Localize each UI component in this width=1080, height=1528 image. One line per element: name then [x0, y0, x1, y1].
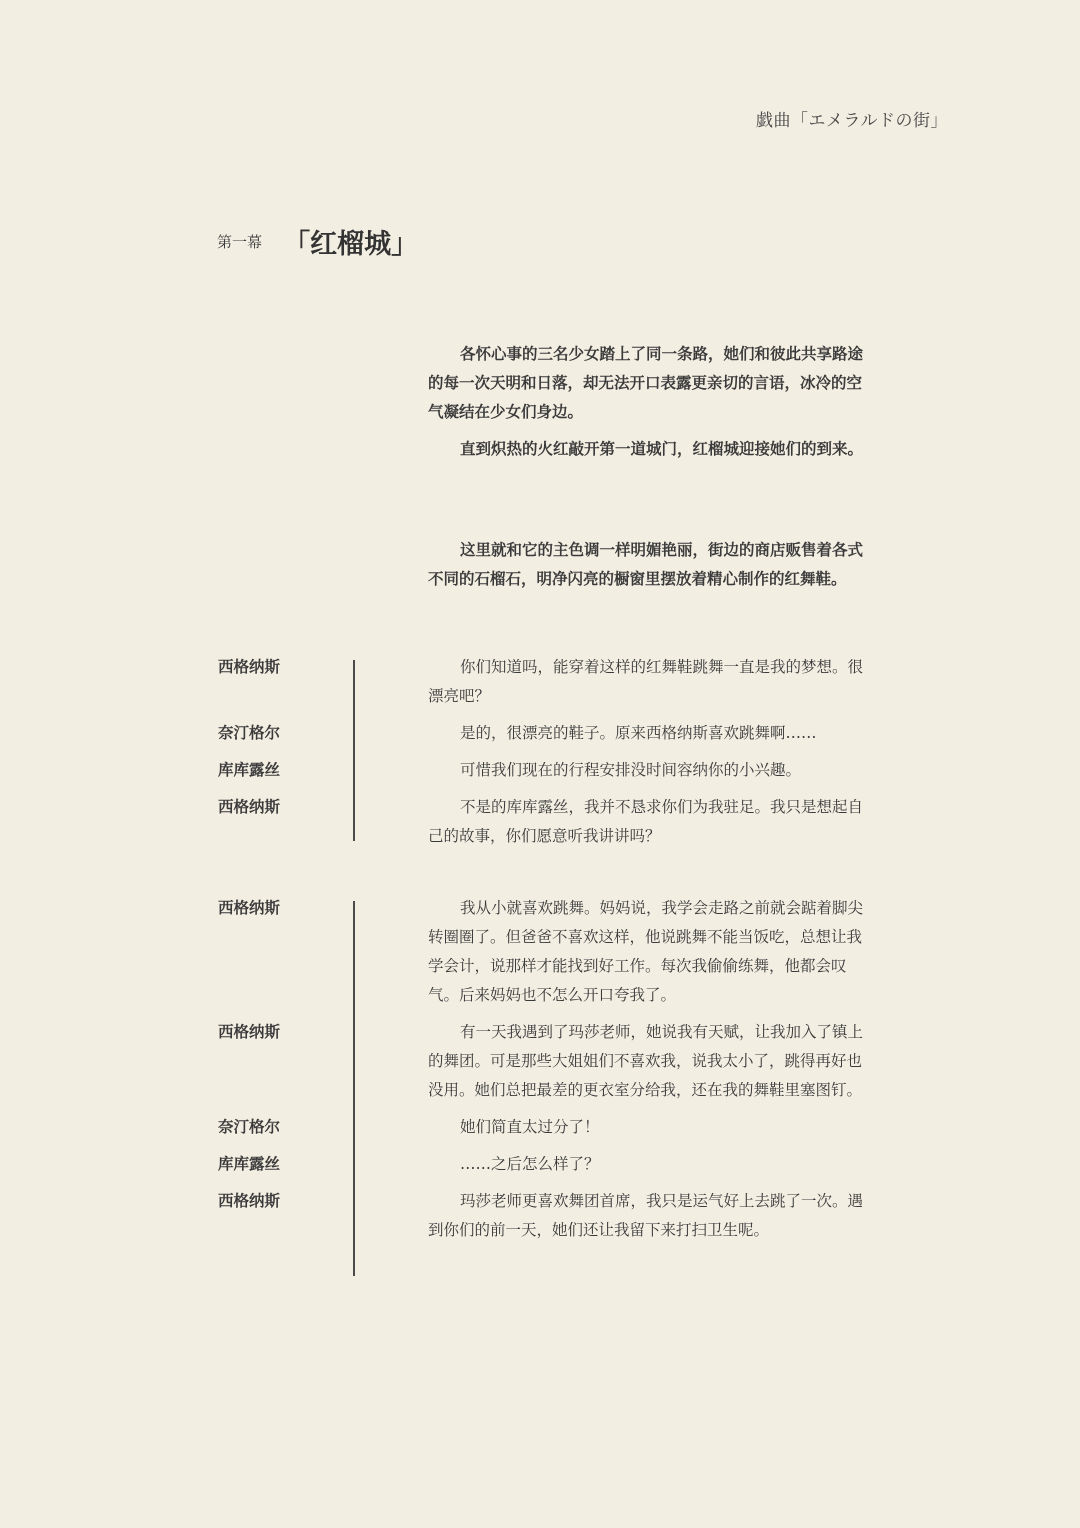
speaker-name: 奈汀格尔 [218, 1118, 281, 1136]
dialogue-line [0, 1113, 1080, 1142]
narration-block-2 [428, 536, 868, 602]
speaker-name: 西格纳斯 [218, 798, 281, 816]
chapter-number: 第一幕 [217, 233, 263, 251]
speech-text: 玛莎老师更喜欢舞团首席，我只是运气好上去跳了一次。遇到你们的前一天，她们还让我留下来打扫卫生呢。 [428, 1192, 864, 1239]
speech-text: 她们简直太过分了！ [460, 1118, 600, 1136]
speaker-name: 西格纳斯 [218, 658, 281, 676]
dialogue-line [0, 1150, 1080, 1179]
dialogue-line [0, 1018, 1080, 1105]
dialogue-line [0, 793, 1080, 851]
narration-paragraph: 直到炽热的火红敲开第一道城门，红榴城迎接她们的到来。 [460, 440, 864, 458]
speech-text: 不是的库库露丝，我并不恳求你们为我驻足。我只是想起自己的故事，你们愿意听我讲讲吗？ [428, 798, 864, 845]
speaker-name: 库库露丝 [218, 761, 281, 779]
speech-text: 可惜我们现在的行程安排没时间容纳你的小兴趣。 [460, 761, 802, 779]
speech-text: 有一天我遇到了玛莎老师，她说我有天赋，让我加入了镇上的舞团。可是那些大姐姐们不喜欢我，说我太小了，跳得再好也没用。她们总把最差的更衣室分给我，还在我的舞鞋里塞图钉。 [428, 1023, 864, 1099]
speaker-name: 西格纳斯 [218, 1192, 281, 1210]
speech-text: 我从小就喜欢跳舞。妈妈说，我学会走路之前就会踮着脚尖转圈圈了。但爸爸不喜欢这样，他说跳舞不能当饭吃，总想让我学会计，说那样才能找到好工作。每次我偷偷练舞，他都会叹气。后来妈妈也不怎么开口夸我了。 [428, 899, 864, 1004]
dialogue-line [0, 1187, 1080, 1245]
speech-text: 是的，很漂亮的鞋子。原来西格纳斯喜欢跳舞啊…… [460, 724, 817, 742]
narration-paragraph: 各怀心事的三名少女踏上了同一条路，她们和彼此共享路途的每一次天明和日落，却无法开口表露更亲切的言语，冰冷的空气凝结在少女们身边。 [428, 345, 864, 421]
chapter-heading [217, 222, 418, 261]
speaker-name: 奈汀格尔 [218, 724, 281, 742]
dialogue-block-1 [0, 653, 1080, 859]
narration-block-1 [428, 340, 868, 472]
dialogue-block-2 [0, 894, 1080, 1253]
speaker-name: 西格纳斯 [218, 899, 281, 917]
narration-paragraph: 这里就和它的主色调一样明媚艳丽，街边的商店贩售着各式不同的石榴石，明净闪亮的橱窗里摆放着精心制作的红舞鞋。 [428, 541, 864, 588]
speaker-name: 库库露丝 [218, 1155, 281, 1173]
dialogue-line [0, 653, 1080, 711]
dialogue-line [0, 756, 1080, 785]
dialogue-line [0, 719, 1080, 748]
speech-text: 你们知道吗，能穿着这样的红舞鞋跳舞一直是我的梦想。很漂亮吧？ [428, 658, 864, 705]
speaker-name: 西格纳斯 [218, 1023, 281, 1041]
dialogue-line [0, 894, 1080, 1010]
speech-text: ……之后怎么样了？ [460, 1155, 600, 1173]
chapter-title: 「红榴城」 [283, 229, 419, 260]
play-title: 戯曲「エメラルドの街」 [756, 111, 948, 131]
